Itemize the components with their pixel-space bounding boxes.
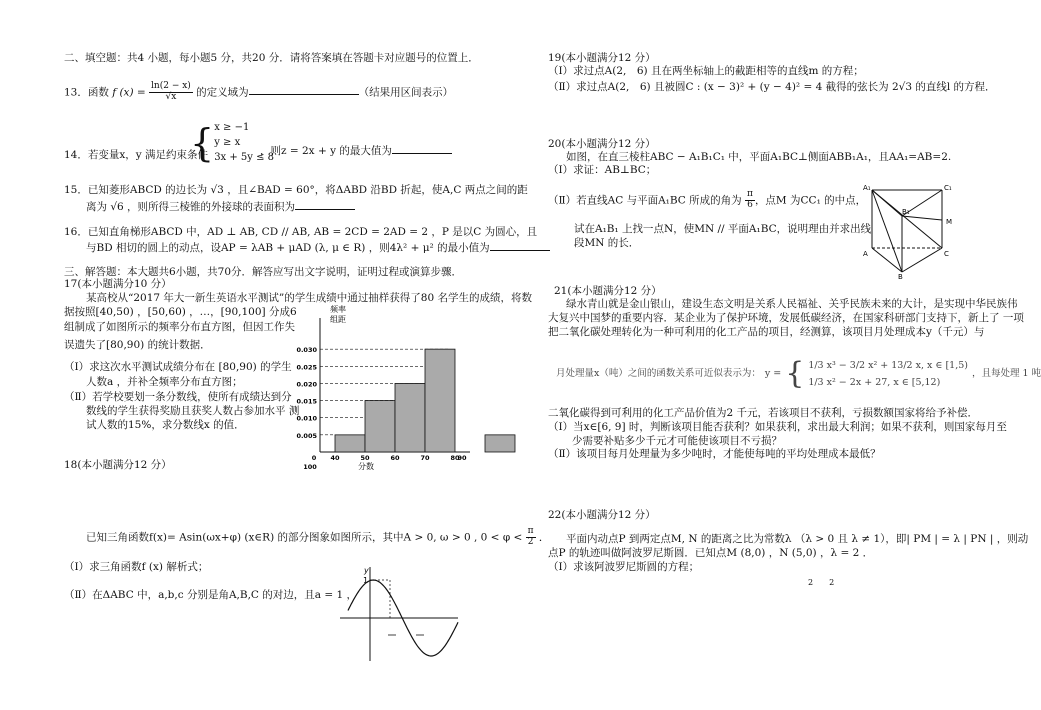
q16-line1: 16．已知直角梯形ABCD 中，AD ⊥ AB, CD // AB, AB = 2CD = 2AD = 2 ，P 是以C 为圆心，且 — [64, 226, 538, 238]
q19-header: 19(本小题满分12 分） — [548, 52, 656, 64]
section2-heading: 二、填空题：共4 小题，每小题5 分，共20 分．请将答案填在答题卡对应题号的位置上． — [64, 52, 479, 64]
sine-graph — [340, 563, 460, 663]
y-axis-label: 频率 — [330, 305, 346, 314]
q17-part2c: 试人数的15%，求分数线x 的值． — [86, 419, 245, 431]
q20-part2a: （Ⅱ）若直线AC 与平面A₁BC 所成的角为 $\frac{\pi}{6}$ ，点M 为CC₁ 的中点， — [548, 189, 867, 210]
q22-line2: 点P 的轨迹叫做阿波罗尼斯圆．已知点M (8,0) ，N (5,0) ，λ = 2 ． — [548, 547, 874, 559]
q17-line2: 据按照[40,50) ，[50,60) ，…，[90,100] 分成6 — [64, 306, 297, 318]
histogram-bar — [485, 435, 515, 452]
q15-line2: 离为 √6 ，则所得三棱锥的外接球的表面积为 — [86, 199, 355, 214]
q20-line1: 如图，在直三棱柱ABC − A₁B₁C₁ 中，平面A₁BC⊥侧面ABB₁A₁，且AA₁=AB=2. — [566, 151, 952, 163]
q21-line4: 二氧化碳得到可利用的化工产品价值为2 千元，若该项目不获利，亏损数额国家将给予补偿． — [548, 407, 979, 419]
q21-line1: 绿水青山就是金山银山，建设生态文明是关系人民福祉、关乎民族未来的大计，是实现中华民族伟 — [566, 298, 1018, 310]
x-tick-label: 40 — [330, 454, 340, 462]
q14-prefix: 14．若变量x，y 满足约束条件 — [64, 149, 209, 161]
label-a: A — [863, 250, 868, 258]
histogram-bar — [365, 401, 395, 452]
q18-header: 18(本小题满分12 分） — [64, 459, 172, 471]
q16-line2: 与BD 相切的圆上的动点，设AP = λAB + μAD (λ, μ ∈ R) ，则4λ² + μ² 的最小值为 — [86, 240, 550, 255]
label-a1: A₁ — [863, 184, 871, 192]
q14-suffix: ，则z = 2x + y 的最大值为 — [260, 143, 452, 158]
y-tick-label: 0.015 — [296, 397, 317, 406]
x-tick-label: 60 — [390, 454, 400, 462]
question-13: 13．函数 f (x) = $\frac{\ln(2 - x)}{√x}$ 的定义域为 （结果用区间表示） — [64, 81, 454, 102]
y-tick-label: 0.020 — [296, 380, 317, 389]
q21-part2: （Ⅱ）该项目每月处理量为多少吨时，才能使每吨的平均处理成本最低？ — [548, 448, 881, 460]
q22-part1: （Ⅰ）求该阿波罗尼斯圆的方程； — [548, 561, 700, 573]
x-tick-label: 0 — [311, 454, 317, 462]
x-tick-label: 50 — [360, 454, 370, 462]
y-tick-label: 0.005 — [296, 431, 317, 440]
y-tick-label: 0.025 — [296, 363, 317, 372]
y-axis-label: y — [364, 566, 369, 575]
x-tick-label: 90 — [457, 454, 467, 462]
q21-line2: 大复兴中国梦的重要内容．某企业为了保护环境，发展低碳经济，在国家科研部门支持下，新上了 一项 — [548, 312, 1024, 324]
q22-line1: 平面内动点P 到两定点M, N 的距离之比为常数λ （λ > 0 且 λ ≠ 1），即| PM | = λ | PN | ，则动 — [566, 533, 1029, 545]
histogram-bar — [395, 383, 425, 452]
q17-line1: 某高校从“2017 年大一新生英语水平测试”的学生成绩中通过抽样获得了80 名学生的成绩，将数 — [86, 292, 532, 304]
x-axis-label: 分数 — [358, 462, 374, 471]
x-tick-label: 100 — [303, 463, 317, 471]
q21-part1b: 少需要补贴多少千元才可能使该项目不亏损？ — [572, 435, 782, 447]
label-b1: B₁ — [902, 208, 910, 216]
x-tick-label: 80 — [450, 454, 460, 462]
label-m: M — [946, 218, 953, 226]
x-tick-label: 70 — [420, 454, 430, 462]
prism-figure — [860, 180, 970, 280]
q17-line3: 组制成了如图所示的频率分布直方图，但因工作失 — [64, 321, 295, 333]
q13-answer-blank[interactable] — [249, 84, 359, 95]
q17-part1a: （Ⅰ）求这次水平测试成绩分布在 [80,90) 的学生 — [64, 361, 292, 373]
q15-answer-blank[interactable] — [295, 199, 355, 210]
q14-constraints: { x ≥ −1 y ≥ x 3x + 5y ≤ 8 — [190, 120, 275, 165]
y-tick-label: 0.030 — [296, 346, 317, 355]
q13-fraction: $\frac{\ln(2 - x)}{√x}$ — [151, 81, 191, 102]
section3-heading: 三、解答题：本大题共6小题，共70分．解答应写出文字说明，证明过程或演算步骤． — [64, 266, 463, 278]
q16-answer-blank[interactable] — [490, 240, 550, 251]
q17-part2a: （Ⅱ）若学校要划一条分数线，使所有成绩达到分 — [64, 391, 292, 403]
q17-header: 17(本小题满分10 分） — [64, 278, 172, 290]
q15-line1: 15．已知菱形ABCD 的边长为 √3 ，且∠BAD = 60°，将ΔABD 沿BD 折起，使A,C 两点之间的距 — [64, 184, 528, 196]
q19-part2: （Ⅱ）求过点A(2, 6) 且被圆C : (x − 3)² + (y − 4)² = 4 截得的弦长为 2√3 的直线l 的方程． — [548, 81, 996, 93]
q14-answer-blank[interactable] — [392, 143, 452, 154]
y-axis-label: 组距 — [330, 315, 346, 324]
frequency-histogram — [288, 300, 488, 475]
q21-header: 21(本小题满分12 分） — [554, 285, 662, 297]
q20-part1: （Ⅰ）求证：AB⊥BC； — [548, 164, 657, 176]
q19-part1: （Ⅰ）求过点A(2, 6) 且在两坐标轴上的截距相等的直线m 的方程； — [548, 65, 864, 77]
label-c1: C₁ — [944, 184, 952, 192]
q21-part1a: （Ⅰ）当x∈[6, 9] 时，判断该项目能否获利？如果获利，求出最大利润；如果不获利，则国家每月至 — [548, 421, 1007, 433]
brace-icon: { — [785, 356, 805, 392]
y-tick-label: 0.010 — [296, 414, 317, 423]
q17-part1b: 人数a ，并补全频率分布直方图； — [86, 376, 243, 388]
q17-part2b: 数线的学生获得奖励且获奖人数占参加水平 测 — [86, 405, 300, 417]
histogram-bar — [335, 435, 365, 452]
q20-part2c: 试在A₁B₁ 上找一点N，使MN // 平面A₁BC，说明理由并求出线 — [574, 223, 872, 235]
q20-part2d: 段MN 的长． — [574, 237, 640, 249]
y-mark-label: 1 — [363, 576, 369, 585]
q21-line3: 把二氧化碳处理转化为一种可利用的化工产品的项目，经测算，该项目月处理成本y（千元）与 — [548, 326, 985, 338]
q22-tail: 2 2 — [808, 578, 835, 587]
label-b: B — [898, 273, 903, 281]
brace-icon: { — [190, 120, 215, 165]
q18-part2: （Ⅱ）在ΔABC 中，a,b,c 分别是角A,B,C 的对边，且a = 1 ， — [64, 589, 358, 601]
q21-function: 月处理量x（吨）之间的函数关系可近似表示为： y = { 1/3 x³ − 3/2 x² + 13/2 x, x ∈ [1,5) 1/3 x² − 2x + 27, x ∈ [5,12) ，且每处理 1 吨 — [556, 356, 1041, 392]
q18-line1: 已知三角函数f(x)= Asin(ωx+φ) (x∈R) 的部分图象如图所示，其中A > 0, ω > 0 , 0 < φ < $\frac{\pi}{2}$ ． — [86, 526, 550, 547]
histogram-bar — [425, 349, 455, 452]
q22-header: 22(本小题满分12 分） — [548, 509, 656, 521]
q20-header: 20(本小题满分12 分） — [548, 138, 656, 150]
q17-line4: 误遗失了[80,90) 的统计数据． — [64, 339, 211, 351]
label-c: C — [944, 250, 949, 258]
q18-part1: （Ⅰ）求三角函数f (x) 解析式； — [64, 561, 209, 573]
